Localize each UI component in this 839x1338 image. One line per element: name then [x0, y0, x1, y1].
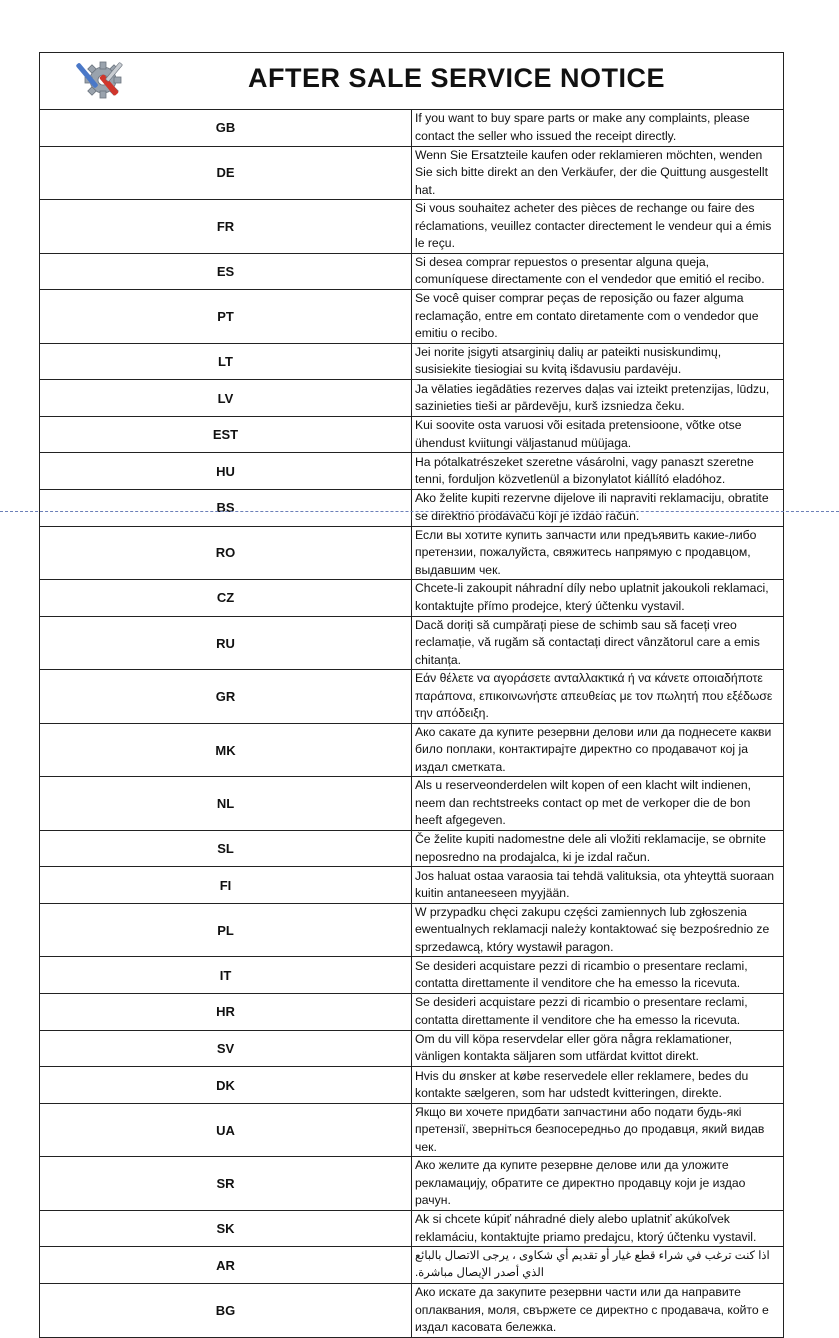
notice-text: Wenn Sie Ersatzteile kaufen oder reklamieren möchten, wenden Sie sich bitte direkt an den Verkäufer, der die Quittung ausgestellt hat. — [412, 146, 784, 200]
table-row — [40, 253, 784, 290]
table-row — [40, 146, 784, 200]
notice-text: Если вы хотите купить запчасти или предъявить какие-либо претензии, пожалуйста, свяжитесь напрямую с продавцом, выдавшим чек. — [412, 526, 784, 580]
notice-text: Se desideri acquistare pezzi di ricambio o presentare reclami, contatta direttamente il venditore che ha emesso la ricevuta. — [412, 957, 784, 994]
notice-text: Ако сакате да купите резервни делови или да поднесете какви било поплаки, контактирајте директно со продавачот кој ја издал сметката. — [412, 723, 784, 777]
notice-text: Chcete-li zakoupit náhradní díly nebo uplatnit jakoukoli reklamaci, kontaktujte přímo prodejce, který účtenku vystavil. — [412, 580, 784, 617]
language-code: HR — [40, 994, 412, 1031]
notice-text: Εάν θέλετε να αγοράσετε ανταλλακτικά ή να κάνετε οποιαδήποτε παράπονα, επικοινωνήστε απευθείας με τον πωλητή που εξέδωσε την απόδειξη. — [412, 670, 784, 724]
language-code: LT — [40, 343, 412, 380]
language-code: CZ — [40, 580, 412, 617]
notice-text: If you want to buy spare parts or make any complaints, please contact the seller who issued the receipt directly. — [412, 110, 784, 147]
language-code: EST — [40, 416, 412, 453]
table-row — [40, 1284, 784, 1338]
header-cell — [40, 53, 784, 110]
language-code: FR — [40, 200, 412, 254]
notice-text: Ak si chcete kúpiť náhradné diely alebo uplatniť akúkoľvek reklamáciu, kontaktujte priamo predajcu, ktorý účtenku vystavil. — [412, 1210, 784, 1247]
language-code: RU — [40, 616, 412, 670]
notice-text: Se desideri acquistare pezzi di ricambio o presentare reclami, contatta direttamente il venditore che ha emesso la ricevuta. — [412, 994, 784, 1031]
table-row — [40, 867, 784, 904]
notice-text: W przypadku chęci zakupu części zamiennych lub zgłoszenia ewentualnych reklamacji należy kontaktować się bezpośrednio ze sprzedawcą, który wystawił paragon. — [412, 903, 784, 957]
table-row — [40, 616, 784, 670]
notice-sheet — [39, 52, 784, 1338]
language-code: ES — [40, 253, 412, 290]
table-row — [40, 1247, 784, 1284]
language-code: SR — [40, 1157, 412, 1211]
language-code: SV — [40, 1030, 412, 1067]
table-row — [40, 380, 784, 417]
language-code: MK — [40, 723, 412, 777]
table-row — [40, 1210, 784, 1247]
language-code: FI — [40, 867, 412, 904]
notice-text: اذا كنت ترغب في شراء قطع غيار أو تقديم أي شكاوى ، يرجى الاتصال بالبائع الذي أصدر الإيصال مباشرة. — [412, 1247, 784, 1284]
table-row — [40, 777, 784, 831]
table-row — [40, 1103, 784, 1157]
notice-text: Om du vill köpa reservdelar eller göra några reklamationer, vänligen kontakta säljaren som utfärdat kvittot direkt. — [412, 1030, 784, 1067]
table-row — [40, 526, 784, 580]
notice-text: Als u reserveonderdelen wilt kopen of een klacht wilt indienen, neem dan rechtstreeks contact op met de verkoper die de bon heeft afgegeven. — [412, 777, 784, 831]
page-title: AFTER SALE SERVICE NOTICE — [247, 63, 666, 93]
table-row — [40, 200, 784, 254]
header-row — [40, 53, 784, 110]
notice-text: Če želite kupiti nadomestne dele ali vložiti reklamacije, se obrnite neposredno na prodajalca, ki je izdal račun. — [412, 830, 784, 867]
language-code: IT — [40, 957, 412, 994]
language-code: RO — [40, 526, 412, 580]
language-code: BS — [40, 490, 412, 527]
language-code: BG — [40, 1284, 412, 1338]
language-code: LV — [40, 380, 412, 417]
dashed-divider — [0, 511, 839, 512]
notice-text: Si vous souhaitez acheter des pièces de rechange ou faire des réclamations, veuillez contacter directement le vendeur qui a émis le reçu. — [412, 200, 784, 254]
table-row — [40, 957, 784, 994]
table-row — [40, 994, 784, 1031]
notice-text: Ако желите да купите резервне делове или да уложите рекламацију, обратите се директно продавцу који је издао рачун. — [412, 1157, 784, 1211]
table-row — [40, 1030, 784, 1067]
language-code: SL — [40, 830, 412, 867]
language-code: GB — [40, 110, 412, 147]
notice-text: Ja vēlaties iegādāties rezerves daļas vai izteikt pretenzijas, lūdzu, sazinieties tieši ar pārdevēju, kurš izsniedza čeku. — [412, 380, 784, 417]
language-code: DE — [40, 146, 412, 200]
language-code: AR — [40, 1247, 412, 1284]
notice-text: Si desea comprar repuestos o presentar alguna queja, comuníquese directamente con el vendedor que emitió el recibo. — [412, 253, 784, 290]
language-code: PL — [40, 903, 412, 957]
table-row — [40, 580, 784, 617]
notice-text: Ako želite kupiti rezervne dijelove ili napraviti reklamaciju, obratite se direktno prodavaču koji je izdao račun. — [412, 490, 784, 527]
notice-text: Ha pótalkatrészeket szeretne vásárolni, vagy panaszt szeretne tenni, forduljon közvetlenül a bizonylatot kiállító eladóhoz. — [412, 453, 784, 490]
table-row — [40, 670, 784, 724]
notice-text: Hvis du ønsker at købe reservedele eller reklamere, bedes du kontakte sælgeren, som har udstedt kvitteringen, direkte. — [412, 1067, 784, 1104]
language-code: PT — [40, 290, 412, 344]
language-code: DK — [40, 1067, 412, 1104]
table-row — [40, 110, 784, 147]
table-row — [40, 453, 784, 490]
language-code: NL — [40, 777, 412, 831]
notice-rows — [40, 110, 784, 1338]
table-row — [40, 290, 784, 344]
table-row — [40, 830, 784, 867]
notice-text: Ако искате да закупите резервни части или да направите оплаквания, моля, свържете се директно с продавача, който е издал касовата бележка. — [412, 1284, 784, 1338]
notice-table — [39, 52, 784, 1338]
table-row — [40, 490, 784, 527]
table-row — [40, 343, 784, 380]
notice-text: Dacă doriți să cumpărați piese de schimb sau să faceți vreo reclamație, vă rugăm să contactați direct vânzătorul care a emis chitanța. — [412, 616, 784, 670]
table-row — [40, 723, 784, 777]
notice-text: Jei norite įsigyti atsarginių dalių ar pateikti nusiskundimų, susisiekite tiesiogiai su kvitą išdavusiu pardavėju. — [412, 343, 784, 380]
notice-text: Jos haluat ostaa varaosia tai tehdä valituksia, ota yhteyttä suoraan kuitin antaneeseen myyjään. — [412, 867, 784, 904]
table-row — [40, 1157, 784, 1211]
notice-text: Якщо ви хочете придбати запчастини або подати будь-які претензії, зверніться безпосередньо до продавця, який видав чек. — [412, 1103, 784, 1157]
language-code: HU — [40, 453, 412, 490]
table-row — [40, 416, 784, 453]
notice-text: Se você quiser comprar peças de reposição ou fazer alguma reclamação, entre em contato diretamente com o vendedor que emitiu o recibo. — [412, 290, 784, 344]
notice-text: Kui soovite osta varuosi või esitada pretensioone, võtke otse ühendust kviitungi väljastanud müüjaga. — [412, 416, 784, 453]
language-code: GR — [40, 670, 412, 724]
table-row — [40, 1067, 784, 1104]
language-code: SK — [40, 1210, 412, 1247]
language-code: UA — [40, 1103, 412, 1157]
table-row — [40, 903, 784, 957]
